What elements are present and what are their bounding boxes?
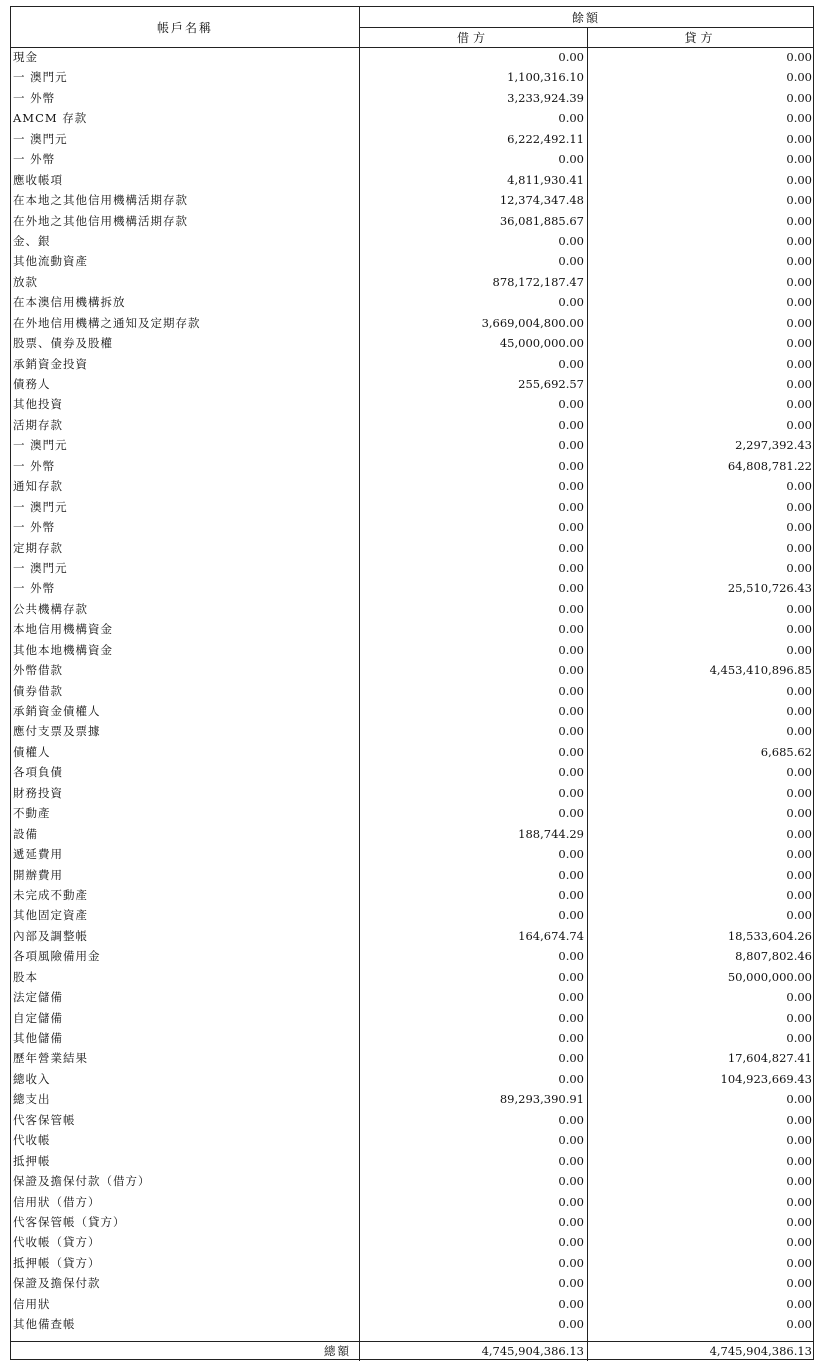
table-row (11, 129, 813, 149)
debit-amount: 0.00 (558, 520, 584, 535)
credit-amount: 0.00 (786, 336, 812, 351)
table-row (11, 435, 813, 455)
debit-amount: 878,172,187.47 (492, 274, 584, 289)
account-name: 活期存款 (13, 417, 63, 432)
debit-amount: 0.00 (558, 152, 584, 167)
credit-amount: 0.00 (786, 908, 812, 923)
debit-amount: 0.00 (558, 581, 584, 596)
credit-amount: 0.00 (786, 172, 812, 187)
credit-amount: 0.00 (786, 274, 812, 289)
debit-amount: 0.00 (558, 111, 584, 126)
table-header (11, 7, 813, 48)
account-name: 承銷資金投資 (13, 356, 88, 371)
account-name: 總收入 (13, 1071, 51, 1086)
account-name: 內部及調整帳 (13, 928, 88, 943)
credit-amount: 17,604,827.41 (727, 1051, 812, 1066)
debit-amount: 0.00 (558, 663, 584, 678)
account-name: 在本地之其他信用機構活期存款 (13, 193, 188, 208)
table-row (11, 211, 813, 231)
debit-amount: 0.00 (558, 1296, 584, 1311)
account-name: 財務投資 (13, 785, 63, 800)
table-row (11, 681, 813, 701)
credit-amount: 0.00 (786, 213, 812, 228)
account-name: 債權人 (13, 744, 51, 759)
debit-amount: 1,100,316.10 (507, 70, 584, 85)
credit-amount: 0.00 (786, 683, 812, 698)
table-row (11, 292, 813, 312)
debit-amount: 0.00 (558, 479, 584, 494)
table-row (11, 946, 813, 966)
credit-amount: 0.00 (786, 990, 812, 1005)
table-row (11, 47, 813, 67)
credit-amount: 0.00 (786, 377, 812, 391)
account-name: 代客保管帳（貸方） (13, 1214, 126, 1229)
account-name: 一 澳門元 (13, 131, 68, 146)
account-name: 在本澳信用機構拆放 (13, 295, 126, 310)
table-row (11, 313, 813, 333)
account-name: 抵押帳（貸方） (13, 1255, 101, 1270)
trial-balance-table (10, 6, 814, 1360)
credit-amount: 0.00 (786, 1112, 812, 1127)
debit-amount: 0.00 (558, 1235, 584, 1250)
credit-amount: 104,923,669.43 (720, 1071, 812, 1086)
account-name: 各項風險備用金 (13, 949, 101, 964)
table-row (11, 333, 813, 353)
debit-amount: 45,000,000.00 (499, 336, 584, 351)
credit-amount: 0.00 (786, 295, 812, 310)
table-row (11, 231, 813, 251)
account-name: 未完成不動產 (13, 887, 88, 902)
table-row (11, 1130, 813, 1150)
account-name: 代客保管帳 (13, 1112, 76, 1127)
account-name-header: 帳戶名稱 (11, 7, 360, 47)
credit-header: 貸方 (684, 30, 717, 45)
debit-amount: 0.00 (558, 887, 584, 902)
credit-amount: 0.00 (786, 806, 812, 821)
debit-amount: 0.00 (558, 1214, 584, 1229)
debit-amount: 0.00 (558, 765, 584, 780)
table-row (11, 1171, 813, 1191)
credit-amount: 0.00 (786, 1133, 812, 1148)
credit-amount: 0.00 (786, 1092, 812, 1107)
debit-amount: 0.00 (558, 1112, 584, 1127)
account-name: 放款 (13, 274, 38, 289)
credit-amount: 0.00 (786, 1214, 812, 1229)
credit-amount: 0.00 (786, 887, 812, 902)
account-name: 自定儲備 (13, 1010, 63, 1025)
debit-amount: 0.00 (558, 990, 584, 1005)
debit-amount: 0.00 (558, 1174, 584, 1189)
table-row (11, 1212, 813, 1232)
total-debit: 4,745,904,386.13 (481, 1344, 584, 1358)
table-row (11, 354, 813, 374)
credit-amount: 0.00 (786, 397, 812, 412)
credit-amount: 0.00 (786, 1276, 812, 1291)
debit-amount: 0.00 (558, 1276, 584, 1291)
debit-amount: 0.00 (558, 601, 584, 616)
account-name: 一 澳門元 (13, 70, 68, 85)
credit-amount: 0.00 (786, 1296, 812, 1311)
debit-amount: 0.00 (558, 1194, 584, 1209)
table-row (11, 272, 813, 292)
table-row (11, 415, 813, 435)
table-row (11, 538, 813, 558)
table-row (11, 456, 813, 476)
credit-amount: 0.00 (786, 867, 812, 882)
account-name: 設備 (13, 826, 38, 841)
credit-amount: 0.00 (786, 642, 812, 657)
account-name: 承銷資金債權人 (13, 704, 101, 718)
credit-amount: 50,000,000.00 (727, 969, 812, 984)
account-name: 股票、債券及股權 (13, 336, 113, 351)
debit-amount: 4,811,930.41 (507, 172, 584, 187)
total-row (11, 1341, 813, 1361)
credit-amount: 0.00 (786, 724, 812, 739)
table-row (11, 394, 813, 414)
credit-amount: 6,685.62 (760, 744, 812, 759)
debit-amount: 0.00 (558, 724, 584, 739)
debit-amount: 0.00 (558, 417, 584, 432)
account-name: 保證及擔保付款 (13, 1276, 101, 1291)
credit-amount: 0.00 (786, 560, 812, 575)
table-row (11, 660, 813, 680)
table-row (11, 599, 813, 619)
credit-amount: 0.00 (786, 765, 812, 780)
table-row (11, 844, 813, 864)
account-name: 金、銀 (13, 233, 51, 248)
account-name: 定期存款 (13, 540, 63, 555)
debit-amount: 0.00 (558, 560, 584, 575)
credit-amount: 0.00 (786, 826, 812, 841)
account-name: 債券借款 (13, 683, 63, 698)
credit-amount: 0.00 (786, 601, 812, 616)
table-row (11, 1151, 813, 1171)
debit-amount: 36,081,885.67 (499, 213, 584, 228)
account-name: 應付支票及票據 (13, 724, 101, 739)
credit-amount: 0.00 (786, 50, 812, 64)
table-row (11, 640, 813, 660)
debit-amount: 0.00 (558, 397, 584, 412)
account-name: 一 外幣 (13, 90, 56, 105)
table-row (11, 1048, 813, 1068)
credit-amount: 0.00 (786, 847, 812, 862)
table-body (11, 47, 813, 1335)
credit-amount: 0.00 (786, 1255, 812, 1270)
account-name: 一 澳門元 (13, 560, 68, 575)
debit-amount: 0.00 (558, 540, 584, 555)
credit-amount: 4,453,410,896.85 (709, 663, 812, 678)
debit-amount: 0.00 (558, 1133, 584, 1148)
credit-amount: 0.00 (786, 622, 812, 637)
table-row (11, 108, 813, 128)
debit-amount: 0.00 (558, 969, 584, 984)
table-row (11, 885, 813, 905)
account-name: 應收帳項 (13, 172, 63, 187)
table-row (11, 558, 813, 578)
debit-amount: 0.00 (558, 847, 584, 862)
credit-amount: 0.00 (786, 1235, 812, 1250)
table-row (11, 578, 813, 598)
debit-amount: 3,233,924.39 (507, 90, 584, 105)
table-row (11, 1110, 813, 1130)
debit-amount: 0.00 (558, 356, 584, 371)
credit-amount: 0.00 (786, 90, 812, 105)
table-row (11, 967, 813, 987)
table-row (11, 1294, 813, 1314)
table-row (11, 619, 813, 639)
credit-amount: 0.00 (786, 356, 812, 371)
debit-amount: 0.00 (558, 785, 584, 800)
account-name: 一 澳門元 (13, 438, 68, 453)
account-name: 其他儲備 (13, 1031, 63, 1045)
credit-amount: 0.00 (786, 1031, 812, 1045)
total-label: 總額 (324, 1344, 351, 1358)
credit-amount: 0.00 (786, 417, 812, 432)
account-name: 其他本地機構資金 (13, 642, 113, 657)
account-name: 一 外幣 (13, 458, 56, 473)
debit-amount: 0.00 (558, 806, 584, 821)
table-row (11, 824, 813, 844)
account-name: 一 澳門元 (13, 499, 68, 514)
account-name: 代收帳（貸方） (13, 1235, 101, 1250)
credit-amount: 0.00 (786, 520, 812, 535)
credit-amount: 18,533,604.26 (727, 928, 812, 943)
account-name: 信用狀 (13, 1296, 51, 1311)
credit-amount: 0.00 (786, 131, 812, 146)
total-credit: 4,745,904,386.13 (709, 1344, 812, 1358)
account-name: 本地信用機構資金 (13, 622, 113, 637)
debit-amount: 0.00 (558, 254, 584, 269)
account-name: 在外地信用機構之通知及定期存款 (13, 315, 201, 330)
credit-amount: 0.00 (786, 1317, 812, 1332)
debit-amount: 0.00 (558, 1071, 584, 1086)
account-name: 總支出 (13, 1092, 51, 1107)
debit-amount: 0.00 (558, 1153, 584, 1168)
credit-amount: 0.00 (786, 315, 812, 330)
debit-amount: 89,293,390.91 (499, 1092, 584, 1107)
debit-amount: 0.00 (558, 683, 584, 698)
account-name: 其他固定資產 (13, 908, 88, 923)
credit-amount: 0.00 (786, 70, 812, 85)
credit-amount: 0.00 (786, 152, 812, 167)
debit-amount: 0.00 (558, 1255, 584, 1270)
table-row (11, 497, 813, 517)
credit-amount: 64,808,781.22 (727, 458, 812, 473)
account-name: 遞延費用 (13, 847, 63, 862)
debit-amount: 0.00 (558, 908, 584, 923)
debit-amount: 0.00 (558, 867, 584, 882)
credit-amount: 2,297,392.43 (735, 438, 812, 453)
account-name: 歷年營業結果 (13, 1051, 88, 1066)
credit-amount: 8,807,802.46 (735, 949, 812, 964)
debit-amount: 0.00 (558, 50, 584, 64)
debit-amount: 3,669,004,800.00 (481, 315, 584, 330)
debit-amount: 0.00 (558, 438, 584, 453)
debit-amount: 0.00 (558, 949, 584, 964)
table-row (11, 1069, 813, 1089)
account-name: 債務人 (13, 377, 51, 391)
table-row (11, 374, 813, 394)
table-row (11, 251, 813, 271)
table-row (11, 67, 813, 87)
debit-amount: 0.00 (558, 295, 584, 310)
table-row (11, 865, 813, 885)
table-row (11, 476, 813, 496)
table-row (11, 1089, 813, 1109)
account-name: 一 外幣 (13, 581, 56, 596)
credit-amount: 0.00 (786, 479, 812, 494)
credit-amount: 0.00 (786, 704, 812, 718)
table-row (11, 1314, 813, 1334)
debit-amount: 164,674.74 (518, 928, 584, 943)
credit-amount: 0.00 (786, 1010, 812, 1025)
account-name: 代收帳 (13, 1133, 51, 1148)
account-name: 其他備查帳 (13, 1317, 76, 1332)
table-row (11, 170, 813, 190)
table-row (11, 762, 813, 782)
credit-amount: 0.00 (786, 1153, 812, 1168)
debit-amount: 6,222,492.11 (507, 131, 584, 146)
table-row (11, 517, 813, 537)
table-row (11, 742, 813, 762)
debit-amount: 0.00 (558, 1031, 584, 1045)
debit-amount: 0.00 (558, 744, 584, 759)
debit-amount: 255,692.57 (518, 377, 584, 391)
account-name: 股本 (13, 969, 38, 984)
table-row (11, 1008, 813, 1028)
account-name: 其他流動資產 (13, 254, 88, 269)
account-name: 公共機構存款 (13, 601, 88, 616)
table-row (11, 1192, 813, 1212)
balance-header: 餘額 (359, 7, 813, 28)
debit-amount: 0.00 (558, 1051, 584, 1066)
credit-amount: 0.00 (786, 1194, 812, 1209)
credit-amount: 0.00 (786, 785, 812, 800)
credit-amount: 0.00 (786, 111, 812, 126)
account-name: 外幣借款 (13, 663, 63, 678)
table-row (11, 1253, 813, 1273)
account-name: 其他投資 (13, 397, 63, 412)
account-name: 不動產 (13, 806, 51, 821)
table-row (11, 701, 813, 721)
credit-amount: 0.00 (786, 254, 812, 269)
credit-amount: 0.00 (786, 193, 812, 208)
account-name: 保證及擔保付款（借方） (13, 1174, 151, 1189)
table-row (11, 721, 813, 741)
table-row (11, 987, 813, 1007)
credit-amount: 0.00 (786, 540, 812, 555)
table-row (11, 783, 813, 803)
column-divider (587, 1342, 588, 1361)
credit-amount: 0.00 (786, 1174, 812, 1189)
table-row (11, 190, 813, 210)
credit-amount: 0.00 (786, 233, 812, 248)
table-row (11, 926, 813, 946)
table-row (11, 905, 813, 925)
table-row (11, 803, 813, 823)
table-row (11, 1028, 813, 1048)
debit-amount: 0.00 (558, 499, 584, 514)
account-name: 在外地之其他信用機構活期存款 (13, 213, 188, 228)
account-name: 現金 (13, 50, 38, 64)
account-name: 法定儲備 (13, 990, 63, 1005)
debit-amount: 188,744.29 (518, 826, 584, 841)
account-name: 各項負債 (13, 765, 63, 780)
table-row (11, 88, 813, 108)
account-name: 開辦費用 (13, 867, 63, 882)
debit-amount: 0.00 (558, 1317, 584, 1332)
table-row (11, 1232, 813, 1252)
debit-amount: 0.00 (558, 1010, 584, 1025)
debit-amount: 12,374,347.48 (499, 193, 584, 208)
account-name: 一 外幣 (13, 152, 56, 167)
account-name: 通知存款 (13, 479, 63, 494)
account-name: 信用狀（借方） (13, 1194, 101, 1209)
account-name: AMCM 存款 (13, 111, 88, 126)
debit-amount: 0.00 (558, 233, 584, 248)
debit-amount: 0.00 (558, 642, 584, 657)
debit-amount: 0.00 (558, 704, 584, 718)
debit-amount: 0.00 (558, 458, 584, 473)
table-row (11, 1273, 813, 1293)
table-row (11, 149, 813, 169)
account-name: 抵押帳 (13, 1153, 51, 1168)
credit-amount: 25,510,726.43 (727, 581, 812, 596)
debit-header: 借方 (359, 27, 588, 47)
credit-amount: 0.00 (786, 499, 812, 514)
account-name: 一 外幣 (13, 520, 56, 535)
debit-amount: 0.00 (558, 622, 584, 637)
